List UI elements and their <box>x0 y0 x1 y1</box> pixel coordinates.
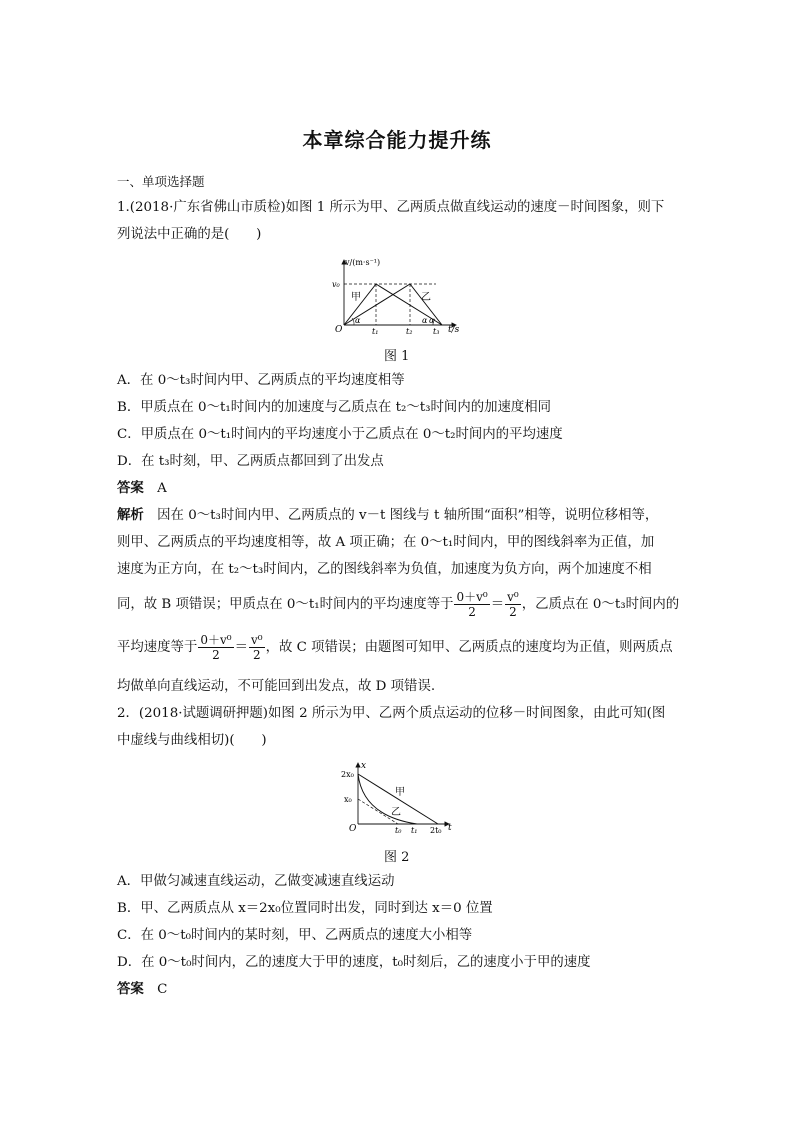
section-heading: 一、单项选择题 <box>117 174 205 189</box>
q1-analysis-line2: 则甲、乙两质点的平均速度相等，故 A 项正确；在 0～t₁时间内，甲的图线斜率为正值，加 <box>117 535 655 550</box>
q1-stem-line1: 1.(2018·广东省佛山市质检)如图 1 所示为甲、乙两质点做直线运动的速度－时间图象，则下 <box>117 200 665 215</box>
q1-analysis-line6: 均做单向直线运动，不可能回到出发点，故 D 项错误. <box>117 679 436 694</box>
equals-sign: ＝ <box>234 640 248 655</box>
q1-analysis-line5 <box>117 633 679 663</box>
q1-analysis-line4 <box>117 590 679 620</box>
figure1-caption: 图 1 <box>384 349 410 364</box>
fig2-y-label: x <box>361 761 367 771</box>
q1-analysis-line4-b: ，乙质点在 0～t₃时间内的 <box>521 597 680 612</box>
fig1-alpha-right-2: α <box>429 316 435 325</box>
fraction-denominator: 2 <box>509 605 517 619</box>
fraction-numerator: 0＋v⁰ <box>200 633 232 647</box>
q1-analysis-label: 解析 <box>117 508 144 523</box>
fig1-jia-label: 甲 <box>351 292 361 303</box>
fig1-t1-label: t₁ <box>372 327 379 336</box>
fig1-y-label: v/(m·s⁻¹) <box>345 258 381 267</box>
fig2-jia-label: 甲 <box>395 787 405 798</box>
fraction-avg-velocity <box>454 590 489 619</box>
fig1-t3-label: t₃ <box>433 327 440 336</box>
fig2-t1-label: t₁ <box>411 826 418 835</box>
q1-analysis-line5-b: ，故 C 项错误；由题图可知甲、乙两质点的速度均为正值，则两质点 <box>265 640 673 655</box>
q1-analysis-line5-a: 平均速度等于 <box>117 640 198 655</box>
fig2-t-label: t <box>448 823 452 833</box>
q2-option-c: C．在 0～t₀时间内的某时刻，甲、乙两质点的速度大小相等 <box>117 928 473 943</box>
fig1-origin: O <box>335 325 343 335</box>
fig2-origin: O <box>349 824 357 834</box>
figure1-vt-graph <box>330 256 466 336</box>
fig2-yi-label: 乙 <box>391 807 401 818</box>
q1-analysis-line3: 速度为正方向，在 t₂～t₃时间内，乙的图线斜率为负值，加速度为负方向，两个加速度不相 <box>117 562 652 577</box>
fig1-v0-label: v₀ <box>332 280 340 289</box>
q1-option-d: D．在 t₃时刻，甲、乙两质点都回到了出发点 <box>117 454 384 469</box>
q2-stem-line1: 2．(2018·试题调研押题)如图 2 所示为甲、乙两个质点运动的位移－时间图象，由此可知(图 <box>117 706 666 721</box>
q1-option-a: A．在 0～t₃时间内甲、乙两质点的平均速度相等 <box>117 373 405 388</box>
q2-option-d: D．在 0～t₀时间内，乙的速度大于甲的速度，t₀时刻后，乙的速度小于甲的速度 <box>117 955 591 970</box>
figure2-xt-graph <box>341 760 455 838</box>
figure2-caption: 图 2 <box>384 850 410 865</box>
q1-stem-line2: 列说法中正确的是( ) <box>117 227 262 242</box>
q2-answer-label: 答案 <box>117 982 144 997</box>
fraction-numerator: v⁰ <box>250 633 263 647</box>
fig2-t0-label: t₀ <box>395 826 402 835</box>
fig2-2x0-label: 2x₀ <box>341 770 354 779</box>
fig1-x-label: t/s <box>448 325 460 335</box>
q1-option-b: B．甲质点在 0～t₁时间内的加速度与乙质点在 t₂～t₃时间内的加速度相同 <box>117 400 552 415</box>
fig1-alpha-left: α <box>355 316 361 325</box>
q1-analysis-line1 <box>117 507 679 525</box>
fig1-alpha-right-1: α <box>422 316 428 325</box>
equals-sign: ＝ <box>490 597 505 612</box>
fraction-v0-half <box>249 633 265 662</box>
q1-option-c: C．甲质点在 0～t₁时间内的平均速度小于乙质点在 0～t₂时间内的平均速度 <box>117 427 563 442</box>
fraction-numerator: v⁰ <box>507 590 519 604</box>
fig2-2t0-label: 2t₀ <box>430 826 442 835</box>
fig1-t2-label: t₂ <box>406 327 413 336</box>
q1-answer-label: 答案 <box>117 481 144 496</box>
fraction-v0-half <box>505 590 521 619</box>
q2-option-b: B．甲、乙两质点从 x＝2x₀位置同时出发，同时到达 x＝0 位置 <box>117 901 493 916</box>
q2-stem-line2: 中虚线与曲线相切)( ) <box>117 733 267 748</box>
q1-answer-value: A <box>157 481 167 496</box>
fig1-yi-label: 乙 <box>421 292 431 303</box>
q1-analysis-text1: 因在 0～t₃时间内甲、乙两质点的 v－t 图线与 t 轴所围“面积”相等，说明位移相等， <box>157 508 659 523</box>
q2-answer-value: C <box>157 982 168 997</box>
fraction-denominator: 2 <box>468 605 476 619</box>
q2-option-a: A．甲做匀减速直线运动，乙做变减速直线运动 <box>117 874 395 889</box>
fraction-avg-velocity <box>198 633 233 662</box>
q1-analysis-line4-a: 同，故 B 项错误；甲质点在 0～t₁时间内的平均速度等于 <box>117 597 454 612</box>
fraction-denominator: 2 <box>252 648 261 662</box>
q1-answer <box>117 480 679 498</box>
fraction-numerator: 0＋v⁰ <box>456 590 488 604</box>
page-title: 本章综合能力提升练 <box>302 128 492 152</box>
fig2-x0-label: x₀ <box>344 795 352 804</box>
fig2-yi-curve <box>358 774 417 824</box>
q2-answer <box>117 981 679 999</box>
fraction-denominator: 2 <box>212 648 220 662</box>
